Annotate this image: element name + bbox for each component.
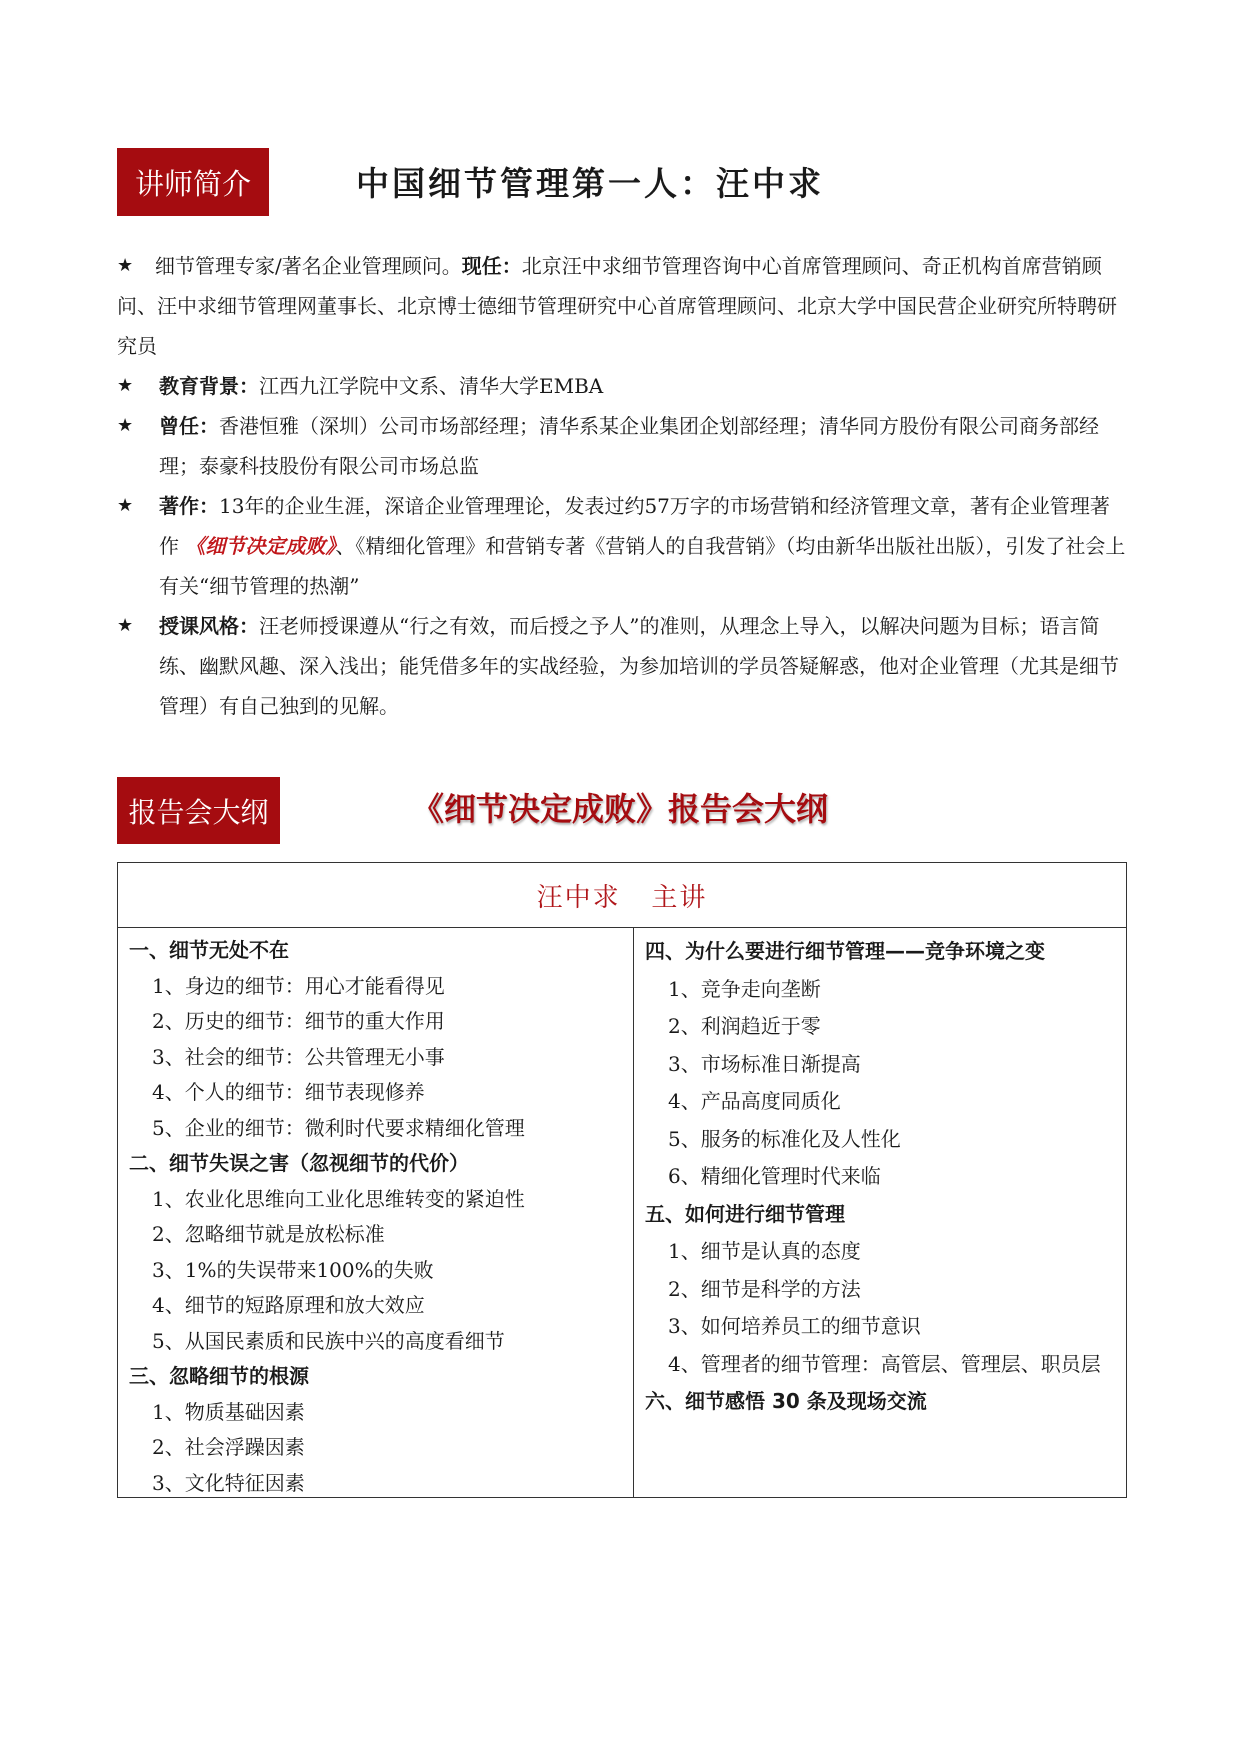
star-icon: ★ xyxy=(117,615,134,636)
outline-item: 5、企业的细节：微利时代要求精细化管理 xyxy=(152,1115,525,1140)
instructor-heading: 中国细节管理第一人：汪中求 xyxy=(356,164,824,203)
outline-item: 1、物质基础因素 xyxy=(152,1399,305,1424)
outline-section-title: 一、细节无处不在 xyxy=(129,938,289,962)
outline-item: 1、身边的细节：用心才能看得见 xyxy=(152,973,445,998)
bio-item-education xyxy=(117,366,1127,406)
outline-item-number: 4、 xyxy=(668,1351,701,1376)
outline-left-column xyxy=(118,928,634,1497)
bio-label: 著作： xyxy=(159,494,219,518)
bio-text: 江西九江学院中文系、清华大学EMBA xyxy=(259,374,604,398)
outline-item: 2、利润趋近于零 xyxy=(668,1014,821,1038)
presenter-label: 汪中求 主讲 xyxy=(536,882,708,913)
outline-item: 4、个人的细节：细节表现修养 xyxy=(152,1080,425,1104)
bio-label: 教育背景： xyxy=(159,374,259,398)
outline-section-title: 二、细节失误之害（忽视细节的代价） xyxy=(129,1151,469,1175)
outline-item: 2、历史的细节：细节的重大作用 xyxy=(152,1009,445,1033)
star-icon: ★ xyxy=(117,495,134,516)
bio-label: 授课风格： xyxy=(159,614,259,638)
bio-label: 曾任： xyxy=(159,414,219,438)
outline-section-title: 三、忽略细节的根源 xyxy=(129,1364,309,1388)
presenter-row xyxy=(118,863,1126,928)
outline-item: 2、细节是科学的方法 xyxy=(668,1276,861,1301)
outline-item: 1、细节是认真的态度 xyxy=(668,1239,861,1263)
outline-item: 3、1%的失误带来100%的失败 xyxy=(152,1257,434,1282)
bio-item-current xyxy=(117,246,1127,366)
outline-item: 3、如何培养员工的细节意识 xyxy=(668,1314,921,1338)
outline-item: 6、精细化管理时代来临 xyxy=(668,1164,881,1188)
outline-item-text: 管理者的细节管理：高管层、管理层、职员层 xyxy=(700,1351,1101,1376)
outline-heading: 《细节决定成败》报告会大纲 xyxy=(412,790,829,828)
section-tag-instructor: 讲师简介 xyxy=(117,148,269,216)
outline-item: 3、社会的细节：公共管理无小事 xyxy=(152,1044,445,1069)
outline-item: 5、从国民素质和民族中兴的高度看细节 xyxy=(152,1328,505,1353)
bio-item-former xyxy=(117,406,1127,486)
outline-table xyxy=(117,862,1127,1498)
bio-text: 、《精细化管理》和营销专著《营销人的自我营销》（均由新华出版社出版），引发了社会上有关“细节管理的热潮” xyxy=(159,534,1126,598)
star-icon: ★ xyxy=(117,415,134,436)
outline-item: 2、忽略细节就是放松标准 xyxy=(152,1222,385,1246)
bio-text: 汪老师授课遵从“行之有效，而后授之予人”的准则，从理念上导入，以解决问题为目标；语言简练、幽默风趣、深入浅出；能凭借多年的实战经验，为参加培训的学员答疑解惑，他对企业管理（尤其是细节管理）有自己独到的见解。 xyxy=(159,614,1119,718)
outline-item: 3、文化特征因素 xyxy=(152,1470,305,1495)
book-title-highlight: 《细节决定成败》 xyxy=(185,534,336,558)
bio-text: 13年的企业生涯，深谙企业管理理论，发表过约57万字的市场营销和经济管理文章，著有企业管理著作 xyxy=(159,494,1110,558)
outline-item: 4、细节的短路原理和放大效应 xyxy=(152,1293,425,1317)
instructor-bio xyxy=(117,246,1127,726)
outline-item: 4、产品高度同质化 xyxy=(668,1089,841,1113)
outline-section-title: 五、如何进行细节管理 xyxy=(645,1201,845,1226)
outline-item xyxy=(645,1346,1126,1384)
outline-item: 2、社会浮躁因素 xyxy=(152,1435,305,1459)
bio-item-works xyxy=(117,486,1127,606)
bio-text: 北京汪中求细节管理咨询中心首席管理顾问、奇正机构首席营销顾问、汪中求细节管理网董事长、北京博士德细节管理研究中心首席管理顾问、北京大学中国民营企业研究所特聘研究员 xyxy=(117,254,1117,358)
bio-label: 现任： xyxy=(461,254,522,278)
outline-item: 1、农业化思维向工业化思维转变的紧迫性 xyxy=(152,1186,525,1211)
bio-item-style xyxy=(117,606,1127,726)
section-tag-outline: 报告会大纲 xyxy=(117,777,280,844)
outline-section-title: 四、为什么要进行细节管理——竞争环境之变 xyxy=(645,939,1045,963)
outline-item: 5、服务的标准化及人性化 xyxy=(668,1126,901,1151)
outline-section-title: 六、细节感悟 30 条及现场交流 xyxy=(645,1389,927,1413)
outline-item: 1、竞争走向垄断 xyxy=(668,976,821,1001)
outline-item: 3、市场标准日渐提高 xyxy=(668,1051,861,1076)
star-icon: ★ xyxy=(117,255,134,276)
bio-text: 细节管理专家/著名企业管理顾问。 xyxy=(155,254,462,278)
outline-right-column xyxy=(634,928,1126,1497)
bio-text: 香港恒雅（深圳）公司市场部经理；清华系某企业集团企划部经理；清华同方股份有限公司商务部经理；泰豪科技股份有限公司市场总监 xyxy=(159,414,1099,478)
star-icon: ★ xyxy=(117,375,134,396)
